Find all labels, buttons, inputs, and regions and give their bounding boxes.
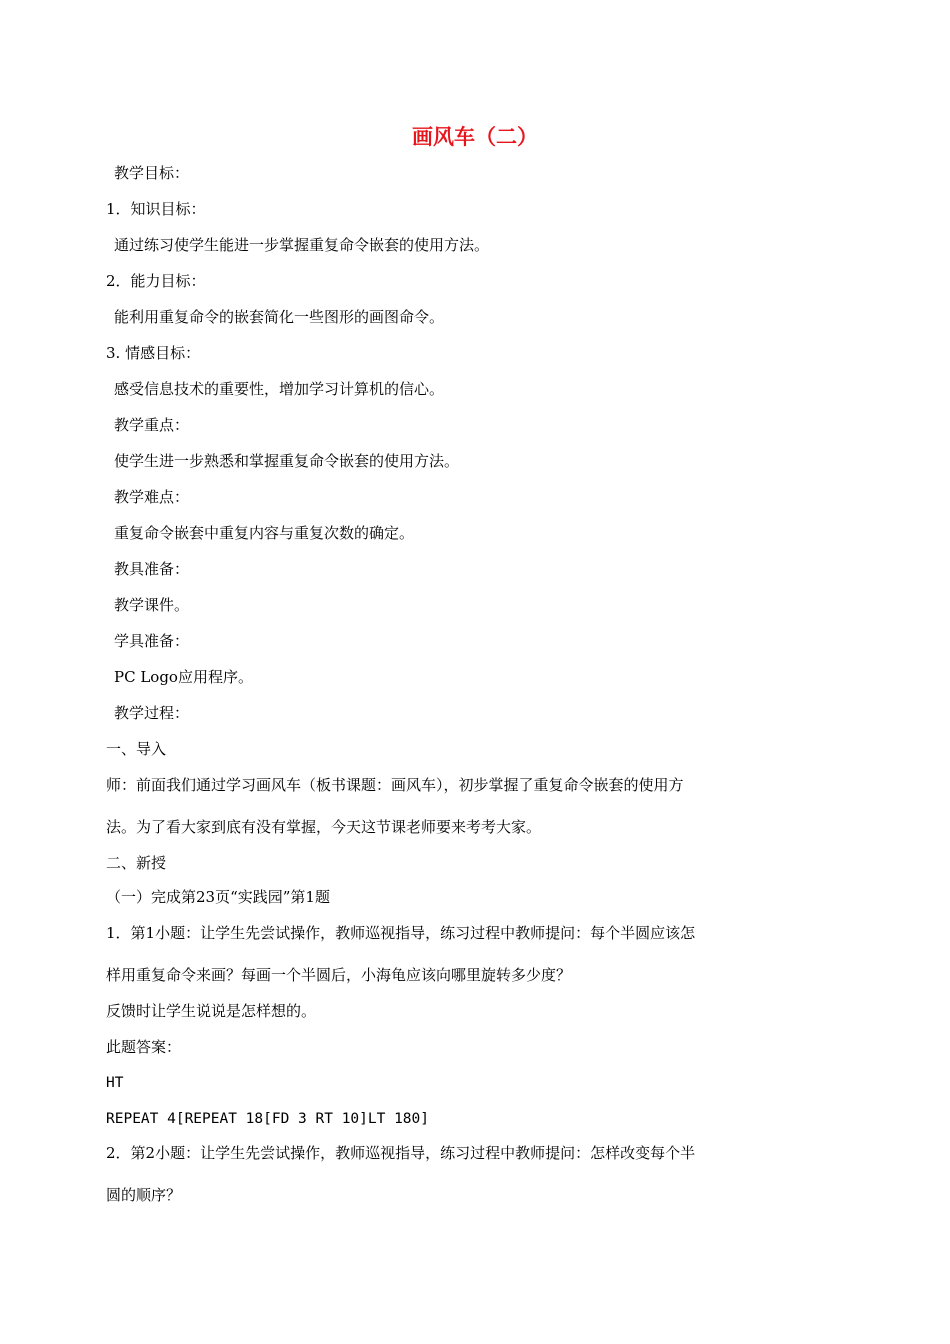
subsection-exercise-1: （一）完成第23页“实践园”第1题 (106, 888, 330, 906)
code-line-ht: HT (106, 1075, 124, 1091)
heading-emotion-goal: 3. 情感目标： (106, 344, 201, 362)
text-ability-goal: 能利用重复命令的嵌套简化一些图形的画图命令。 (114, 308, 445, 326)
text-difficulty: 重复命令嵌套中重复内容与重复次数的确定。 (114, 524, 415, 542)
text-knowledge-goal: 通过练习使学生能进一步掌握重复命令嵌套的使用方法。 (114, 236, 490, 254)
page-title: 画风车（二） (412, 125, 538, 149)
heading-student-aids: 学具准备： (114, 632, 190, 650)
text-student-aids: PC Logo应用程序。 (114, 668, 253, 686)
text-key-point: 使学生进一步熟悉和掌握重复命令嵌套的使用方法。 (114, 452, 460, 470)
feedback-text: 反馈时让学生说说是怎样想的。 (106, 1002, 317, 1020)
question-2-line-1: 2．第2小题：让学生先尝试操作，教师巡视指导，练习过程中教师提问：怎样改变每个半 (106, 1144, 696, 1162)
heading-key-point: 教学重点： (114, 416, 190, 434)
answer-label: 此题答案： (106, 1038, 182, 1056)
code-line-repeat: REPEAT 4[REPEAT 18[FD 3 RT 10]LT 180] (106, 1111, 430, 1127)
text-teaching-aids: 教学课件。 (114, 596, 190, 614)
heading-teaching-process: 教学过程： (114, 704, 190, 722)
question-1-line-1: 1．第1小题：让学生先尝试操作，教师巡视指导，练习过程中教师提问：每个半圆应该怎 (106, 924, 696, 942)
question-2-line-2: 圆的顺序？ (106, 1186, 182, 1204)
heading-ability-goal: 2．能力目标： (106, 272, 206, 290)
heading-difficulty: 教学难点： (114, 488, 190, 506)
section-new-lesson: 二、新授 (106, 854, 167, 872)
heading-knowledge-goal: 1．知识目标： (106, 200, 206, 218)
section-introduction: 一、导入 (106, 740, 167, 758)
paragraph-intro-line-1: 师：前面我们通过学习画风车（板书课题：画风车），初步掌握了重复命令嵌套的使用方 (106, 776, 684, 794)
heading-teaching-aids: 教具准备： (114, 560, 190, 578)
heading-teaching-goals: 教学目标： (114, 164, 190, 182)
text-emotion-goal: 感受信息技术的重要性，增加学习计算机的信心。 (114, 380, 445, 398)
question-1-line-2: 样用重复命令来画？每画一个半圆后，小海龟应该向哪里旋转多少度？ (106, 966, 572, 984)
paragraph-intro-line-2: 法。为了看大家到底有没有掌握，今天这节课老师要来考考大家。 (106, 818, 542, 836)
